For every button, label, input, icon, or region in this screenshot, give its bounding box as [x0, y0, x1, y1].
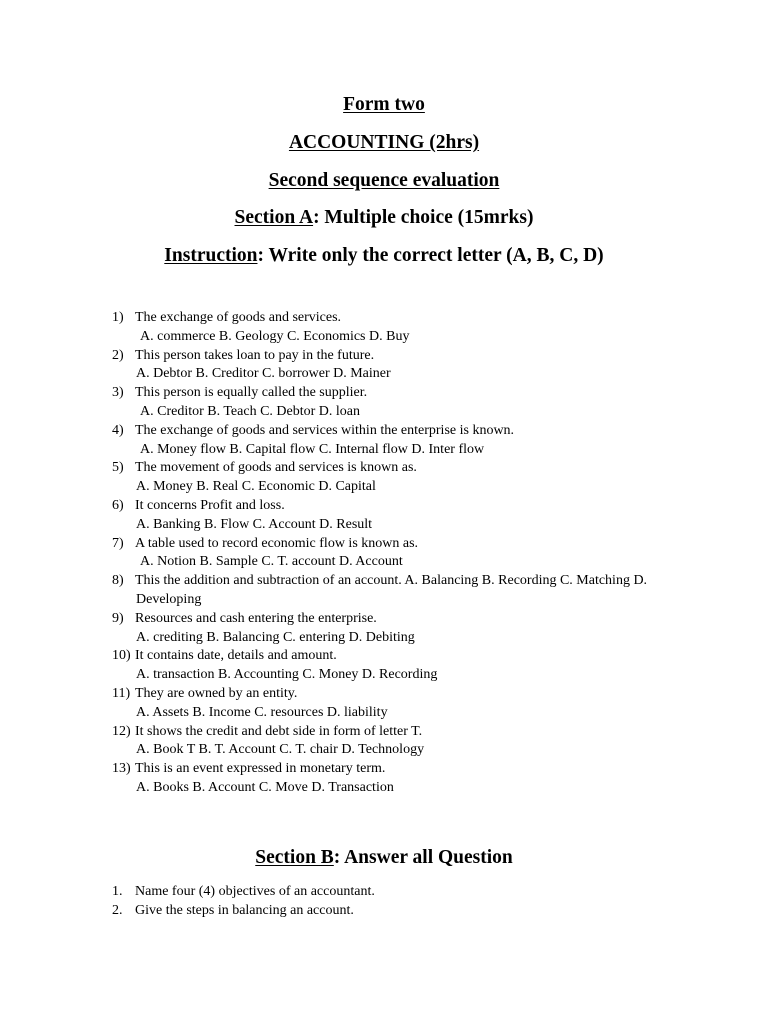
section-a-label: Section A	[234, 207, 314, 228]
question-item	[0, 459, 768, 478]
question-item	[0, 347, 768, 366]
section-a-question-list	[0, 309, 768, 798]
question-options: A. Money B. Real C. Economic D. Capital	[136, 479, 376, 495]
question-text: This person is equally called the supplier.	[135, 385, 368, 401]
question-options-row	[0, 441, 768, 460]
question-text: A table used to record economic flow is known as.	[135, 535, 419, 551]
question-text: This the addition and subtraction of an account. A. Balancing B. Recording C. Matching D.	[135, 573, 648, 589]
section-b-question-item	[0, 901, 768, 920]
question-item	[0, 647, 768, 666]
question-text: Name four (4) objectives of an accountant.	[135, 884, 375, 899]
question-options: A. Debtor B. Creditor C. borrower D. Mainer	[136, 366, 391, 382]
question-text: This person takes loan to pay in the future.	[135, 347, 375, 363]
question-options: A. Banking B. Flow C. Account D. Result	[136, 516, 373, 532]
question-number: 4)	[112, 422, 124, 438]
question-options: A. Books B. Account C. Move D. Transaction	[136, 779, 394, 795]
question-item	[0, 309, 768, 328]
question-item	[0, 572, 768, 591]
question-item	[0, 760, 768, 779]
question-item	[0, 535, 768, 554]
question-options: A. Creditor B. Teach C. Debtor D. loan	[140, 403, 360, 419]
question-number: 8)	[112, 573, 124, 589]
subject-title: ACCOUNTING (2hrs)	[288, 132, 480, 153]
evaluation-title: Second sequence evaluation	[268, 170, 500, 191]
section-a-description: : Multiple choice (15mrks)	[313, 207, 534, 228]
question-text: This is an event expressed in monetary term.	[135, 761, 386, 777]
question-options-row	[0, 516, 768, 535]
question-options-row	[0, 365, 768, 384]
question-options-row	[0, 478, 768, 497]
question-number: 5)	[112, 460, 124, 476]
question-text: It concerns Profit and loss.	[135, 497, 285, 513]
question-item	[0, 610, 768, 629]
question-options-row	[0, 666, 768, 685]
section-b-label: Section B	[255, 847, 334, 868]
question-number: 11)	[112, 685, 131, 701]
question-options-row	[0, 779, 768, 798]
section-b-question-list	[0, 882, 768, 920]
question-number: 13)	[112, 761, 131, 777]
question-options-row	[0, 553, 768, 572]
question-item	[0, 384, 768, 403]
question-item	[0, 723, 768, 742]
question-text: The exchange of goods and services.	[135, 310, 342, 325]
question-text: It contains date, details and amount.	[135, 648, 337, 664]
question-options: A. Book T B. T. Account C. T. chair D. Technology	[136, 742, 425, 758]
instruction-heading	[0, 244, 768, 268]
form-title: Form two	[343, 94, 425, 115]
instruction-text: : Write only the correct letter (A, B, C, D)	[257, 245, 604, 266]
question-number: 6)	[112, 497, 124, 513]
question-number: 1)	[112, 310, 124, 325]
question-number: 10)	[112, 648, 131, 664]
instruction-label: Instruction	[164, 245, 258, 266]
question-options: Developing	[136, 591, 202, 607]
question-text: The movement of goods and services is known as.	[135, 460, 417, 476]
question-options-row	[0, 741, 768, 760]
question-options: A. Assets B. Income C. resources D. liability	[136, 704, 388, 720]
question-options: A. transaction B. Accounting C. Money D. Recording	[136, 667, 438, 683]
question-number: 7)	[112, 535, 124, 551]
question-item	[0, 685, 768, 704]
question-text: The exchange of goods and services within the enterprise is known.	[135, 422, 515, 438]
question-options-row	[0, 629, 768, 648]
question-number: 2.	[112, 903, 123, 918]
question-text: Give the steps in balancing an account.	[135, 903, 354, 918]
question-text: It shows the credit and debt side in form of letter T.	[135, 723, 423, 739]
section-a-heading	[0, 206, 768, 230]
section-b-heading	[0, 846, 768, 870]
question-options: A. Money flow B. Capital flow C. Internal flow D. Inter flow	[140, 441, 485, 457]
question-options-row	[0, 704, 768, 723]
question-text: Resources and cash entering the enterprise.	[135, 610, 377, 626]
question-number: 12)	[112, 723, 131, 739]
question-options: A. crediting B. Balancing C. entering D. Debiting	[136, 629, 415, 645]
question-number: 1.	[112, 884, 123, 899]
question-options: A. Notion B. Sample C. T. account D. Account	[140, 554, 403, 570]
question-item	[0, 497, 768, 516]
question-number: 9)	[112, 610, 124, 626]
question-number: 3)	[112, 385, 124, 401]
question-options-row	[0, 591, 768, 610]
section-b-question-item	[0, 882, 768, 901]
question-options-row	[0, 403, 768, 422]
question-number: 2)	[112, 347, 124, 363]
question-item	[0, 422, 768, 441]
question-text: They are owned by an entity.	[135, 685, 298, 701]
question-options-row	[0, 328, 768, 347]
question-options: A. commerce B. Geology C. Economics D. Buy	[140, 328, 410, 344]
section-b-description: : Answer all Question	[333, 847, 513, 868]
